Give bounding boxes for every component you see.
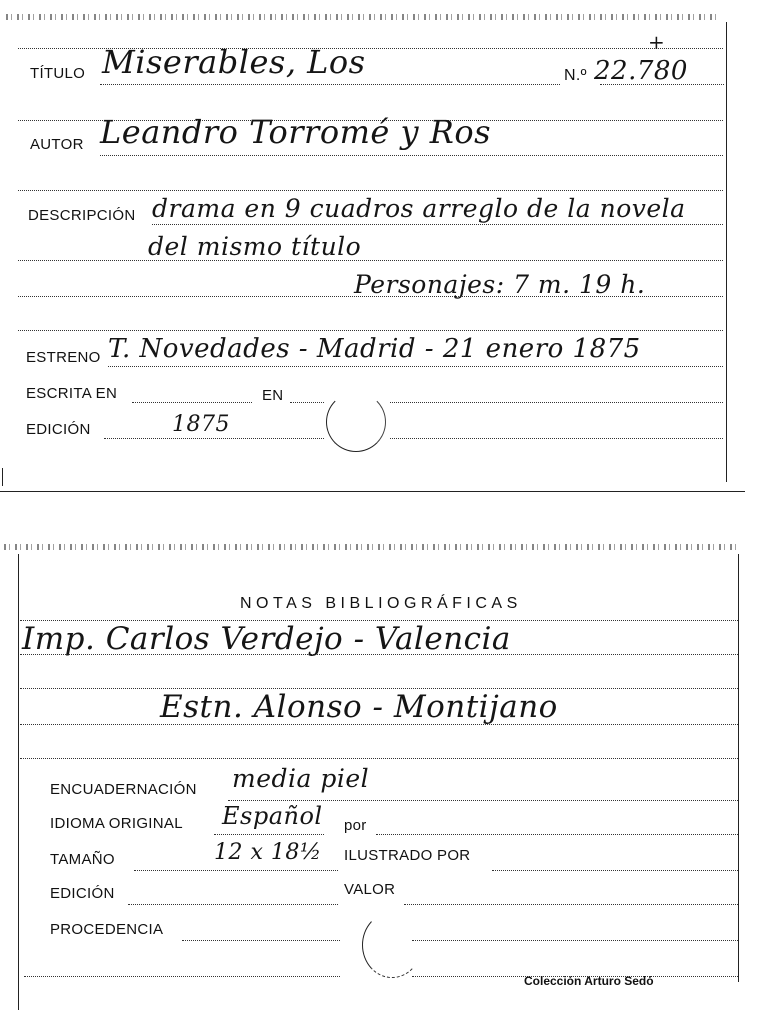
- dotted-rule: [390, 402, 723, 403]
- dotted-rule: [18, 330, 723, 331]
- valor-label: VALOR: [344, 881, 396, 898]
- estreno-value: T. Novedades - Madrid - 21 enero 1875: [108, 334, 641, 364]
- dotted-rule: [390, 438, 723, 439]
- encuadernacion-label: ENCUADERNACIÓN: [50, 781, 197, 798]
- dotted-rule: [228, 800, 738, 801]
- dotted-rule: [18, 190, 723, 191]
- dotted-rule: [132, 402, 252, 403]
- dotted-rule: [18, 260, 723, 261]
- dotted-rule: [376, 834, 738, 835]
- dotted-rule: [128, 904, 338, 905]
- descripcion-line3: Personajes: 7 m. 19 h.: [354, 270, 646, 299]
- edicion-value: 1875: [172, 412, 230, 437]
- descripcion-line1: drama en 9 cuadros arreglo de la novela: [152, 194, 686, 223]
- nota-line1: Imp. Carlos Verdejo - Valencia: [22, 621, 511, 657]
- idioma-original-label: IDIOMA ORIGINAL: [50, 815, 183, 832]
- catalog-card-back: [0, 536, 759, 1026]
- scan-edge-noise: [6, 14, 719, 20]
- tamano-value: 12 x 18½: [214, 840, 322, 865]
- card-separator-line: [0, 491, 745, 492]
- catalog-card-front: [0, 0, 759, 492]
- autor-value: Leandro Torromé y Ros: [100, 113, 492, 151]
- dotted-rule: [152, 224, 723, 225]
- dotted-rule: [24, 976, 340, 977]
- dotted-rule: [20, 758, 738, 759]
- titulo-label: TÍTULO: [30, 65, 86, 82]
- dotted-rule: [100, 84, 560, 85]
- dotted-rule: [134, 870, 338, 871]
- dotted-rule: [412, 940, 738, 941]
- card-right-border: [726, 22, 727, 482]
- punch-hole-circle: [326, 392, 386, 452]
- autor-label: AUTOR: [30, 136, 84, 153]
- en-label: EN: [262, 387, 284, 404]
- dotted-rule: [290, 402, 324, 403]
- card-right-border: [738, 554, 739, 982]
- encuadernacion-value: media piel: [232, 764, 370, 793]
- card-left-border: [18, 554, 19, 1010]
- estreno-label: ESTRENO: [26, 349, 101, 366]
- titulo-value: Miserables, Los: [102, 43, 366, 81]
- card-left-tick: [2, 468, 3, 486]
- coleccion-footer: Colección Arturo Sedó: [524, 974, 654, 988]
- dotted-rule: [100, 155, 723, 156]
- dotted-rule: [214, 834, 324, 835]
- procedencia-label: PROCEDENCIA: [50, 921, 164, 938]
- edicion-label: EDICIÓN: [50, 885, 115, 902]
- escrita-en-label: ESCRITA EN: [26, 385, 118, 402]
- edicion-label: EDICIÓN: [26, 421, 91, 438]
- dotted-rule: [182, 940, 340, 941]
- plus-mark: +: [648, 30, 666, 54]
- idioma-original-value: Español: [222, 802, 323, 830]
- numero-label: N.º: [564, 67, 587, 84]
- dotted-rule: [108, 366, 723, 367]
- dotted-rule: [404, 904, 738, 905]
- dotted-rule: [492, 870, 738, 871]
- descripcion-label: DESCRIPCIÓN: [28, 207, 136, 224]
- numero-value: 22.780: [594, 56, 688, 86]
- tamano-label: TAMAÑO: [50, 851, 115, 868]
- por-label: por: [344, 817, 367, 834]
- dotted-rule: [104, 438, 324, 439]
- scan-edge-noise: [4, 544, 739, 550]
- ilustrado-por-label: ILUSTRADO POR: [344, 847, 471, 864]
- nota-line2: Estn. Alonso - Montijano: [160, 689, 558, 725]
- descripcion-line2: del mismo título: [148, 232, 362, 261]
- punch-hole-circle: [362, 912, 422, 978]
- notas-bibliograficas-heading: NOTAS BIBLIOGRÁFICAS: [240, 595, 522, 612]
